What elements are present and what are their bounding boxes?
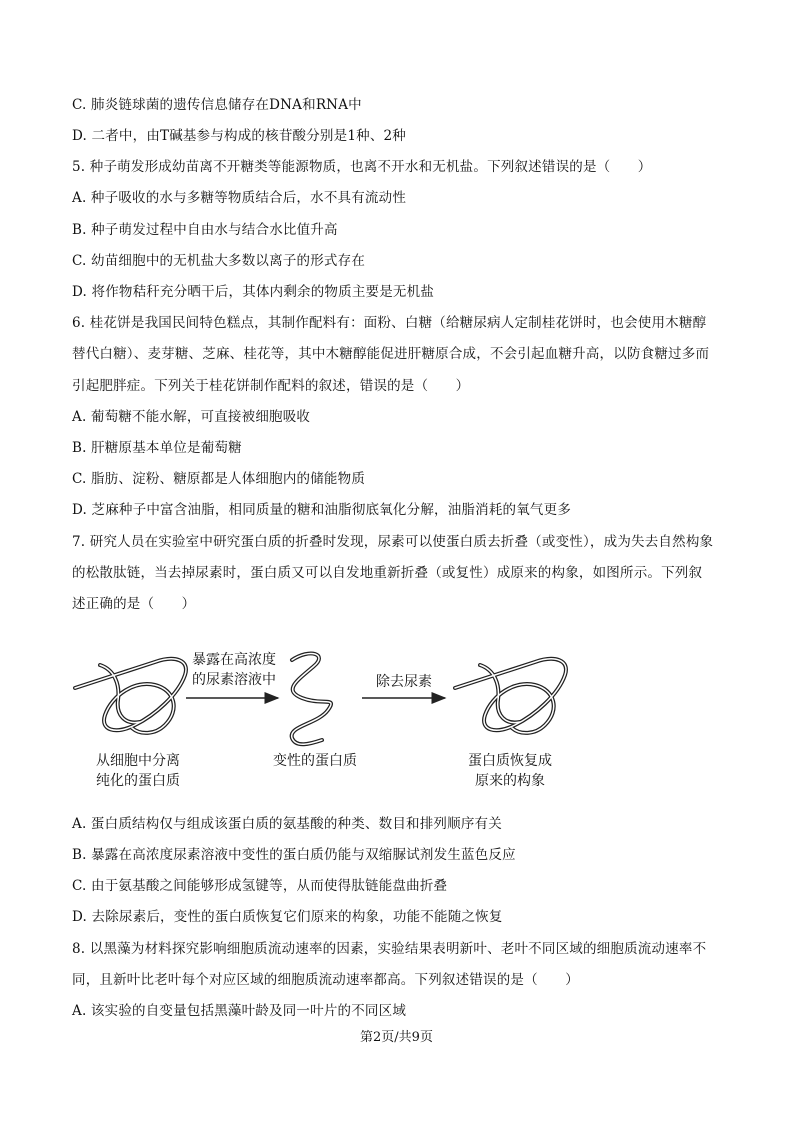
page-footer: 第2页/共9页 [360, 1030, 433, 1045]
text-line: D. 去除尿素后，变性的蛋白质恢复它们原来的构象，功能不能随之恢复 [72, 909, 503, 925]
text-line: 同，且新叶比老叶每个对应区域的细胞质流动速率都高。下列叙述错误的是（ ） [72, 972, 579, 988]
protein-folding-figure [60, 640, 620, 800]
refolded-protein-icon [455, 659, 566, 733]
text-line: D. 将作物秸秆充分晒干后，其体内剩余的物质主要是无机盐 [72, 284, 435, 300]
text-line: C. 由于氨基酸之间能够形成氢键等，从而使得肽链能盘曲折叠 [72, 878, 448, 894]
text-line: D. 芝麻种子中富含油脂，相同质量的糖和油脂彻底氧化分解，油脂消耗的氧气更多 [72, 502, 572, 518]
arrow1-label-top: 暴露在高浓度 [192, 652, 276, 668]
caption-3-line1: 蛋白质恢复成 [468, 753, 552, 769]
caption-3-line2: 原来的构象 [475, 773, 545, 789]
text-line: 引起肥胖症。下列关于桂花饼制作配料的叙述，错误的是（ ） [72, 378, 470, 394]
question-5: 5. 种子萌发形成幼苗离不开糖类等能源物质，也离不开水和无机盐。下列叙述错误的是（ ） [72, 159, 652, 175]
text-line: A. 蛋白质结构仅与组成该蛋白质的氨基酸的种类、数目和排列顺序有关 [72, 816, 502, 832]
text-line: 的松散肽链，当去掉尿素时，蛋白质又可以自发地重新折叠（或复性）成原来的构象，如图所示。下列叙 [72, 565, 703, 581]
text-line: A. 该实验的自变量包括黑藻叶龄及同一叶片的不同区域 [72, 1003, 407, 1019]
text-line: C. 肺炎链球菌的遗传信息储存在DNA和RNA中 [72, 97, 362, 113]
question-7: 7. 研究人员在实验室中研究蛋白质的折叠时发现，尿素可以使蛋白质去折叠（或变性），成为失去自然构象 [72, 534, 714, 550]
text-line: 替代白糖）、麦芽糖、芝麻、桂花等，其中木糖醇能促进肝糖原合成，不会引起血糖升高，以防食糖过多而 [72, 346, 710, 362]
text-line: B. 肝糖原基本单位是葡萄糖 [72, 440, 242, 456]
arrow1-label-bottom: 的尿素溶液中 [192, 672, 276, 688]
text-line: A. 葡萄糖不能水解，可直接被细胞吸收 [72, 409, 311, 425]
question-6: 6. 桂花饼是我国民间特色糕点，其制作配料有：面粉、白糖（给糖尿病人定制桂花饼时，也会使用木糖醇 [72, 315, 707, 331]
text-line: 述正确的是（ ） [72, 596, 196, 612]
text-line: C. 幼苗细胞中的无机盐大多数以离子的形式存在 [72, 253, 366, 269]
caption-1-line2: 纯化的蛋白质 [96, 773, 180, 789]
text-line: B. 种子萌发过程中自由水与结合水比值升高 [72, 222, 338, 238]
caption-2: 变性的蛋白质 [273, 753, 357, 769]
denatured-protein-icon [292, 653, 331, 744]
text-line: D. 二者中，由T碱基参与构成的核苷酸分别是1种、2种 [72, 128, 407, 144]
caption-1-line1: 从细胞中分离 [96, 753, 180, 769]
text-line: C. 脂肪、淀粉、糖原都是人体细胞内的储能物质 [72, 471, 366, 487]
text-line: A. 种子吸收的水与多糖等物质结合后，水不具有流动性 [72, 190, 407, 206]
question-8: 8. 以黑藻为材料探究影响细胞质流动速率的因素，实验结果表明新叶、老叶不同区域的细胞质流动速率不 [72, 941, 707, 957]
arrow2-label: 除去尿素 [376, 674, 432, 690]
folded-protein-icon [75, 659, 186, 733]
text-line: B. 暴露在高浓度尿素溶液中变性的蛋白质仍能与双缩脲试剂发生蓝色反应 [72, 847, 516, 863]
